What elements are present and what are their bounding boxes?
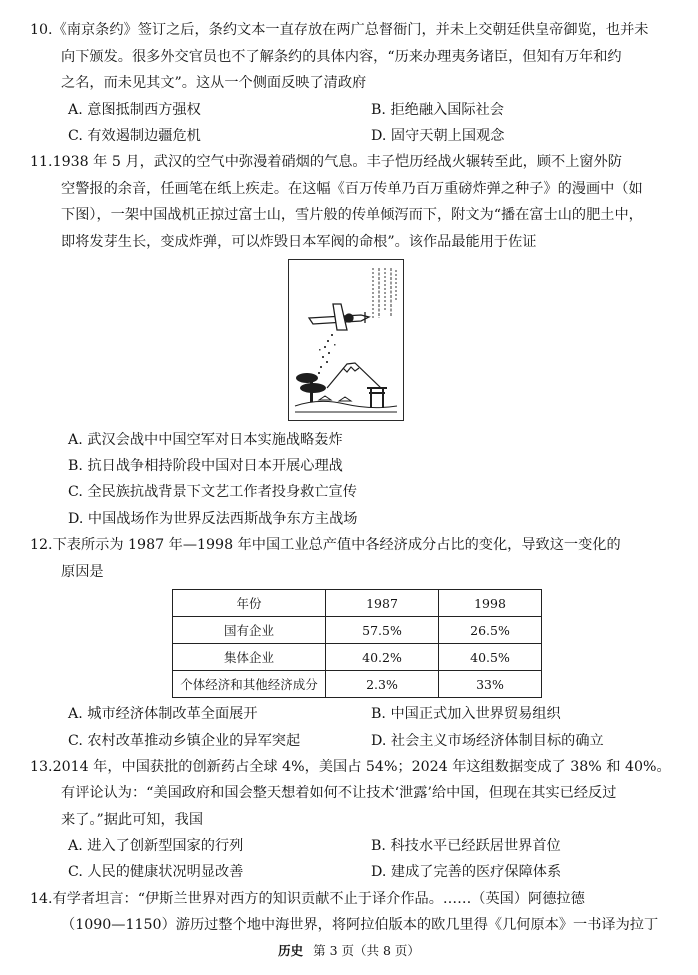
q10-line-3: 之名，而未见其文”。这从一个侧面反映了清政府	[61, 75, 367, 91]
table-cell: 2.3%	[326, 671, 439, 698]
table-cell: 57.5%	[326, 617, 439, 644]
table-row	[173, 644, 542, 671]
page-footer	[0, 941, 698, 959]
table-row	[173, 671, 542, 698]
q12-line-1: 12.下表所示为 1987 年—1998 年中国工业总产值中各经济成分占比的变化，导致这一变化的	[30, 537, 621, 553]
q11-line-3: 下图），一架中国战机正掠过富士山，雪片般的传单倾泻而下，附文为“播在富士山的肥土中，	[61, 207, 643, 223]
falling-leaflets	[318, 334, 336, 374]
pine-tree	[296, 373, 326, 402]
table-cell: 40.2%	[326, 644, 439, 671]
q13-option-d: D. 建成了完善的医疗保障体系	[371, 864, 562, 880]
q11-line-4: 即将发芽生长，变成炸弹，可以炸毁日本军阀的命根”。该作品最能用于佐证	[61, 234, 537, 250]
airplane	[309, 304, 369, 330]
q10-option-b: B. 拒绝融入国际社会	[371, 102, 504, 118]
q10-option-a: A. 意图抵制西方强权	[68, 102, 201, 118]
table-header-cell: 年份	[173, 590, 326, 617]
q12-option-d: D. 社会主义市场经济体制目标的确立	[371, 733, 604, 749]
table-cell: 33%	[439, 671, 542, 698]
mount-fuji	[327, 363, 381, 388]
q11-line-1: 11.1938 年 5 月，武汉的空气中弥漫着硝烟的气息。丰子恺历经战火辗转至此，顾不上窗外防	[30, 154, 622, 170]
q11-option-a: A. 武汉会战中中国空军对日本实施战略轰炸	[68, 432, 343, 448]
q12-line-2: 原因是	[61, 564, 104, 580]
q13-line-2: 有评论认为：“美国政府和国会整天想着如何不让技术‘泄露’给中国，但现在其实已经反过	[61, 785, 617, 801]
cartoon-illustration	[288, 259, 404, 421]
table-cell: 26.5%	[439, 617, 542, 644]
q11-option-c: C. 全民族抗战背景下文艺工作者投身救亡宣传	[68, 484, 357, 500]
table-cell: 集体企业	[173, 644, 326, 671]
q10-option-c: C. 有效遏制边疆危机	[68, 128, 201, 144]
q13-option-b: B. 科技水平已经跃居世界首位	[371, 838, 561, 854]
footer-page-number: 第 3 页（共 8 页）	[313, 943, 420, 958]
table-row	[173, 617, 542, 644]
vertical-calligraphy	[373, 268, 396, 318]
torii-gate	[367, 388, 387, 408]
table-header-row	[173, 590, 542, 617]
q10-line-1: 10.《南京条约》签订之后，条约文本一直存放在两广总督衙门，并未上交朝廷供皇帝御览，也并未	[30, 22, 649, 38]
q10-option-d: D. 固守天朝上国观念	[371, 128, 505, 144]
q12-option-b: B. 中国正式加入世界贸易组织	[371, 706, 561, 722]
table-cell: 40.5%	[439, 644, 542, 671]
q11-option-b: B. 抗日战争相持阶段中国对日本开展心理战	[68, 458, 343, 474]
q11-option-d: D. 中国战场作为世界反法西斯战争东方主战场	[68, 511, 358, 527]
q10-line-2: 向下颁发。很多外交官员也不了解条约的具体内容，“历来办理夷务诸臣，但知有万年和约	[61, 49, 622, 65]
q13-option-a: A. 进入了创新型国家的行列	[68, 838, 244, 854]
q13-line-3: 来了。”据此可知，我国	[61, 812, 204, 828]
q12-option-c: C. 农村改革推动乡镇企业的异军突起	[68, 733, 301, 749]
table-header-cell: 1998	[439, 590, 542, 617]
table-cell: 国有企业	[173, 617, 326, 644]
economic-share-table	[172, 589, 542, 698]
table-cell: 个体经济和其他经济成分	[173, 671, 326, 698]
q11-line-2: 空警报的余音，任画笔在纸上疾走。在这幅《百万传单乃百万重磅炸弹之种子》的漫画中（如	[61, 181, 643, 197]
q13-option-c: C. 人民的健康状况明显改善	[68, 864, 244, 880]
q12-option-a: A. 城市经济体制改革全面展开	[68, 706, 258, 722]
table-header-cell: 1987	[326, 590, 439, 617]
q14-line-2: （1090—1150）游历过整个地中海世界，将阿拉伯版本的欧几里得《几何原本》一书译为拉丁	[61, 917, 659, 933]
q13-line-1: 13.2014 年，中国获批的创新药占全球 4%，美国占 54%；2024 年这组数据变成了 38% 和 40%。	[30, 759, 671, 775]
q14-line-1: 14.有学者坦言：“伊斯兰世界对西方的知识贡献不止于译介作品。……（英国）阿德拉德	[30, 891, 585, 907]
footer-subject: 历史	[278, 943, 304, 958]
